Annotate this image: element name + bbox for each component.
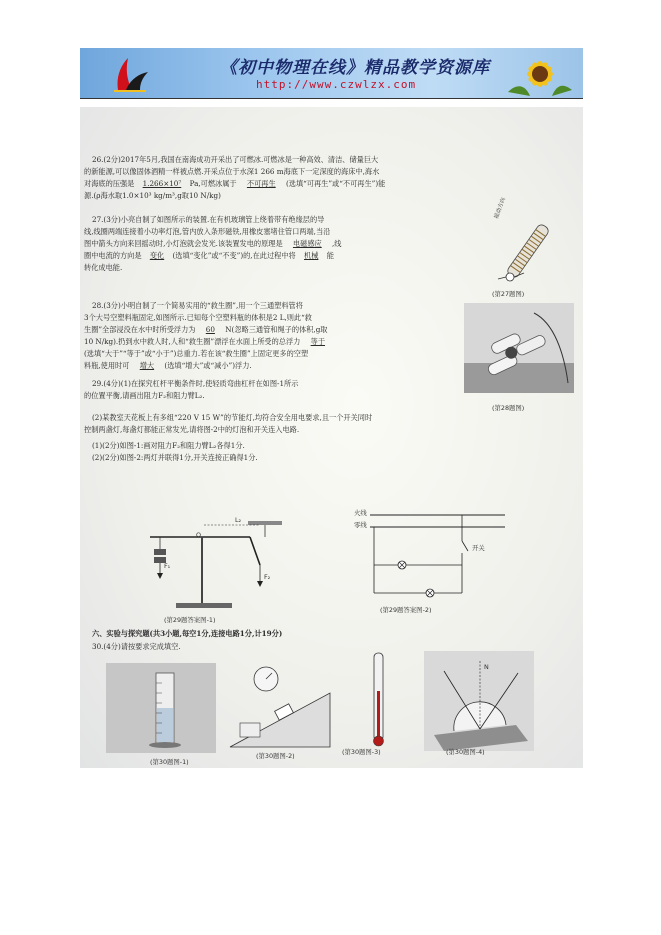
q30-fig4-reflection [424, 651, 534, 751]
q29-caption1: (第29题答案图-1) [164, 616, 216, 624]
q28-line6 [84, 361, 252, 370]
q27-answer-principle: 电磁感应 [292, 239, 322, 248]
q28-text: N(忽略三通管和绳子的体积,g取 [225, 325, 328, 334]
q27-line2: 线,线圈两端连接着小功率灯泡,管内放入条形磁铁,用橡皮塞堵住管口两端,当沿 [84, 227, 331, 236]
q28-line5: (选填“大于”“等于”或“小于”)总重力.若在该“救生圈”上固定更多的空塑 [84, 349, 309, 358]
q26-text: (选填“可再生”或“不可再生”)能 [285, 179, 386, 188]
q26-answer-energy: 不可再生 [246, 179, 276, 188]
header-banner [80, 48, 583, 98]
q29-fig1-label-f1: F₁ [164, 562, 171, 570]
q30-line1: 30.(4分)请按要求完成填空. [92, 642, 181, 651]
q27-line5: 转化成电能. [84, 263, 123, 272]
q27-line4 [84, 251, 334, 260]
q29-fig1-label-l2: L₂ [235, 516, 242, 524]
q29-fig2-neutral: 零线 [354, 521, 367, 529]
q28-line4 [84, 337, 333, 346]
q29-fig2-live: 火线 [354, 509, 367, 517]
q29-fig1-label-f2: F₂ [264, 573, 271, 581]
q28-answer-buoyancy: 60 [205, 325, 215, 334]
q26-answer-pressure: 1.266×10⁷ [142, 179, 182, 188]
q30-caption1: (第30题图-1) [150, 758, 189, 766]
q26-line2: 的新能源,可以像固体酒精一样被点燃.开采点位于水深1 266 m海底下一定深度的海床中,海水 [84, 167, 380, 176]
q28-caption: (第28题图) [492, 404, 525, 412]
q27-text: 图中箭头方向来回摇动时,小灯泡就会发光.该装置发电的原理是 [84, 239, 283, 248]
q27-text: ,线 [332, 239, 342, 248]
q27-motion-label: 摇动方向 [493, 196, 508, 220]
q29-line6: (2)(2分)如图-2:两灯并联得1分,开关连接正确得1分. [92, 453, 258, 462]
sunflower-icon [500, 52, 580, 98]
q29-line2: 的位置平衡,请画出阻力F₂和阻力臂L₂. [84, 391, 205, 400]
q30-fig3-thermometer [364, 651, 394, 751]
q30-fig2-incline [220, 663, 340, 753]
q26-text: Pa,可燃冰属于 [189, 179, 237, 188]
q29-caption2: (第29题答案图-2) [380, 606, 432, 614]
q30-caption4: (第30题图-4) [446, 748, 485, 756]
site-logo-icon [110, 56, 150, 92]
q28-text: 生圈”全部浸没在水中时所受浮力为 [84, 325, 196, 334]
q29-line3: (2)某教室天花板上有多组“220 V 15 W”的节能灯,均符合安全用电要求,且一个开关同时 [92, 413, 373, 422]
banner-title: 《初中物理在线》精品教学资源库 [220, 58, 490, 78]
q27-line1: 27.(3分)小亮自制了如图所示的装置.在有机玻璃管上绕着带有绝缘层的导 [92, 215, 325, 224]
q30-fig4-n-label: N [484, 663, 489, 671]
q27-line3 [84, 239, 341, 248]
q28-text: 10 N/kg).扔到水中救人时,人和“救生圈”漂浮在水面上所受的总浮力 [84, 337, 301, 346]
q27-answer-direction: 变化 [149, 251, 165, 260]
q29-line4: 控制两盏灯,每盏灯都能正常发光,请将图-2中的灯泡和开关连入电路. [84, 425, 300, 434]
q26-line3 [84, 179, 385, 188]
q28-text: 料瓶,使用时可 [84, 361, 130, 370]
q27-generator-figure [480, 215, 575, 285]
q27-text: 圈中电流的方向是 [84, 251, 142, 260]
q28-text: (选填“增大”或“减小”)浮力. [164, 361, 252, 370]
q26-line1: 26.(2分)2017年5月,我国在南海成功开采出了可燃冰.可燃冰是一种高效、清洁、储量巨大 [92, 155, 379, 164]
q29-circuit-figure [370, 507, 510, 607]
q30-caption3: (第30题图-3) [342, 748, 381, 756]
q27-text: (选填“变化”或“不变”)的,在此过程中将 [172, 251, 296, 260]
q30-fig1-cylinder [106, 663, 216, 753]
q26-text: 对海底的压强是 [84, 179, 135, 188]
q29-line5: (1)(2分)如图-1:画对阻力F₂和阻力臂L₂各得1分. [92, 441, 245, 450]
q27-answer-energy: 机械 [304, 251, 319, 260]
q28-line2: 3个大号空塑料瓶固定,如图所示.已知每个空塑料瓶的体积是2 L,则此“救 [84, 313, 312, 322]
q29-fig1-label-o: O [196, 531, 202, 539]
q29-fig2-switch: 开关 [472, 544, 485, 552]
q29-line1: 29.(4分)(1)在探究杠杆平衡条件时,使轻质弯曲杠杆在如图-1所示 [92, 379, 299, 388]
scanned-exam-page [80, 107, 583, 768]
q28-lifebuoy-photo [464, 303, 574, 393]
q26-line4: 源.(ρ海水取1.0×10³ kg/m³,g取10 N/kg) [84, 191, 221, 200]
q29-lever-figure [140, 507, 290, 612]
q28-answer-compare: 等于 [310, 337, 326, 346]
banner-divider [80, 98, 583, 99]
q30-caption2: (第30题图-2) [256, 752, 295, 760]
q27-text: 能 [326, 251, 334, 260]
q28-answer-increase: 增大 [139, 361, 155, 370]
banner-url[interactable]: http://www.czwlzx.com [256, 78, 417, 91]
q27-caption: (第27题图) [492, 290, 525, 298]
q28-line1: 28.(3分)小明自制了一个简易实用的“救生圈”,用一个三通塑料管将 [92, 301, 303, 310]
q28-line3 [84, 325, 327, 334]
section6-heading: 六、实验与探究题(共3小题,每空1分,连接电路1分,计19分) [92, 629, 283, 638]
